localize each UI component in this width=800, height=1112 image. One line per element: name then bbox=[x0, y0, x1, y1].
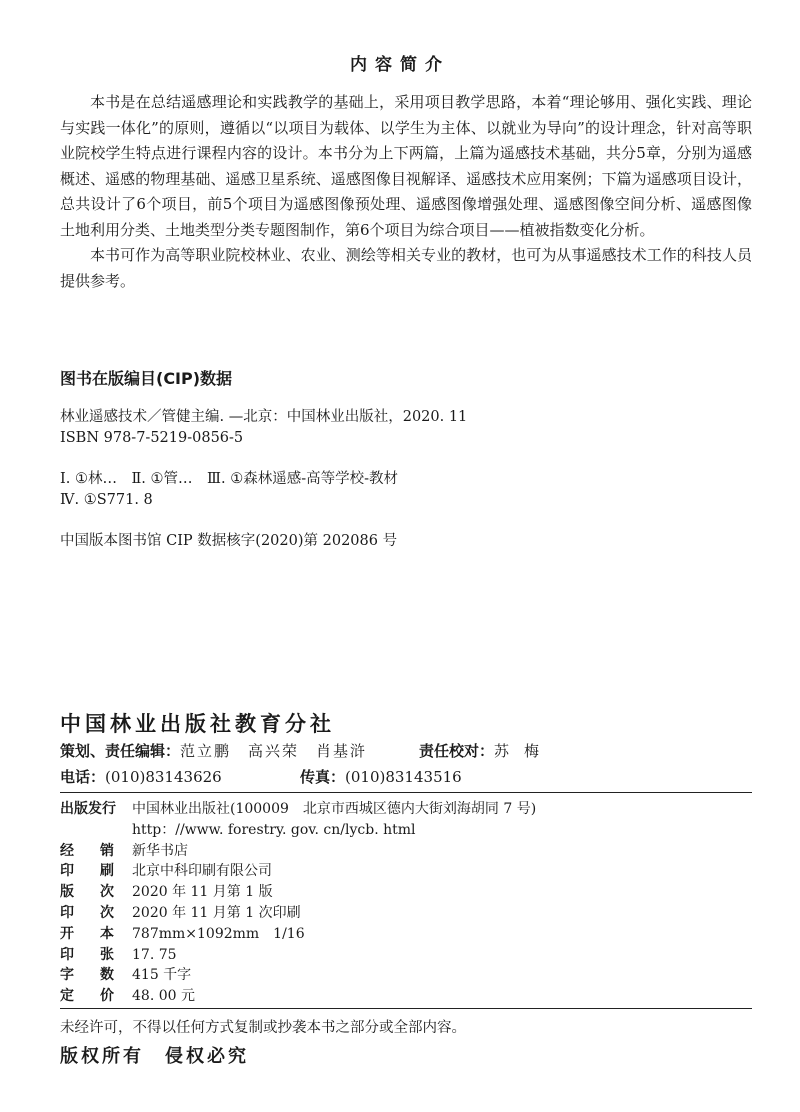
detail-label: 出版发行 bbox=[60, 801, 116, 817]
detail-value: 17. 75 bbox=[132, 946, 177, 963]
detail-row bbox=[60, 965, 752, 985]
cip-approval: 中国版本图书馆 CIP 数据核字(2020)第 202086 号 bbox=[60, 533, 398, 549]
detail-row bbox=[60, 841, 752, 861]
divider bbox=[60, 792, 752, 793]
summary-paragraph: 本书可作为高等职业院校林业、农业、测绘等相关专业的教材，也可为从事遥感技术工作的科技人员提供参考。 bbox=[60, 246, 752, 290]
divider bbox=[60, 1008, 752, 1009]
detail-value: http：//www. forestry. gov. cn/lycb. html bbox=[132, 821, 416, 838]
detail-value: 415 千字 bbox=[132, 967, 192, 984]
cip-record: 林业遥感技术／管健主编. —北京：中国林业出版社，2020. 11 bbox=[60, 409, 468, 425]
detail-row bbox=[60, 986, 752, 1006]
rights-reserved: 版权所有 侵权必究 bbox=[60, 1046, 249, 1067]
detail-row bbox=[60, 924, 752, 944]
detail-label: 经 销 bbox=[60, 842, 114, 859]
editors: 范立鹏 高兴荣 肖基浒 bbox=[180, 742, 368, 760]
detail-value: 48. 00 元 bbox=[132, 988, 195, 1005]
detail-value: 2020 年 11 月第 1 版 bbox=[132, 884, 273, 901]
summary-title: 内容简介 bbox=[350, 55, 450, 75]
cip-classification: Ⅰ. ①林… Ⅱ. ①管… Ⅲ. ①森林遥感-高等学校-教材 bbox=[60, 471, 399, 487]
detail-value: 新华书店 bbox=[132, 842, 188, 859]
detail-label: 印 刷 bbox=[60, 863, 114, 880]
proofreader-label: 责任校对： bbox=[419, 742, 495, 760]
detail-value: 787mm×1092mm 1/16 bbox=[132, 925, 305, 942]
cip-class-number: Ⅳ. ①S771. 8 bbox=[60, 492, 153, 508]
detail-value: 中国林业出版社(100009 北京市西城区德内大街刘海胡同 7 号) bbox=[132, 801, 537, 817]
detail-row bbox=[60, 861, 752, 881]
publisher-branch: 中国林业出版社教育分社 bbox=[60, 711, 335, 736]
cip-isbn: ISBN 978-7-5219-0856-5 bbox=[60, 430, 244, 446]
copyright-notice: 未经许可，不得以任何方式复制或抄袭本书之部分或全部内容。 bbox=[60, 1020, 466, 1036]
detail-value: 2020 年 11 月第 1 次印刷 bbox=[132, 905, 301, 921]
proofreader: 苏 梅 bbox=[494, 742, 540, 760]
contact-line bbox=[60, 766, 222, 787]
fax-label: 传真： bbox=[300, 768, 346, 786]
fax: (010)83143516 bbox=[345, 768, 462, 786]
detail-row bbox=[60, 799, 752, 819]
detail-label: 印 张 bbox=[60, 946, 114, 963]
detail-row bbox=[60, 903, 752, 923]
detail-row bbox=[60, 882, 752, 902]
phone: (010)83143626 bbox=[105, 768, 222, 786]
editors-label: 策划、责任编辑： bbox=[60, 742, 181, 760]
detail-row bbox=[60, 820, 752, 840]
detail-label: 定 价 bbox=[60, 988, 114, 1005]
credits-line bbox=[60, 740, 539, 761]
detail-label: 印 次 bbox=[60, 905, 114, 921]
detail-value: 北京中科印刷有限公司 bbox=[132, 863, 272, 880]
detail-label: 开 本 bbox=[60, 925, 114, 942]
summary-paragraph: 本书是在总结遥感理论和实践教学的基础上，采用项目教学思路，本着“理论够用、强化实践、理论与实践一体化”的原则，遵循以“以项目为载体、以学生为主体、以就业为导向”的设计理念，针对高等职业院校学生特点进行课程内容的设计。本书分为上下两篇，上篇为遥感技术基础，共分5章，分别为遥感概述、遥感的物理基础、遥感卫星系统、遥感图像目视解译、遥感技术应用案例；下篇为遥感项目设计，总共设计了6个项目，前5个项目为遥感图像预处理、遥感图像增强处理、遥感图像空间分析、遥感图像土地利用分类、土地类型分类专题图制作，第6个项目为综合项目——植被指数变化分析。 bbox=[60, 93, 752, 239]
detail-row bbox=[60, 945, 752, 965]
cip-heading: 图书在版编目(CIP)数据 bbox=[60, 369, 233, 388]
detail-label: 字 数 bbox=[60, 967, 114, 984]
detail-label: 版 次 bbox=[60, 884, 114, 901]
fax-line bbox=[300, 766, 462, 787]
phone-label: 电话： bbox=[60, 768, 106, 786]
